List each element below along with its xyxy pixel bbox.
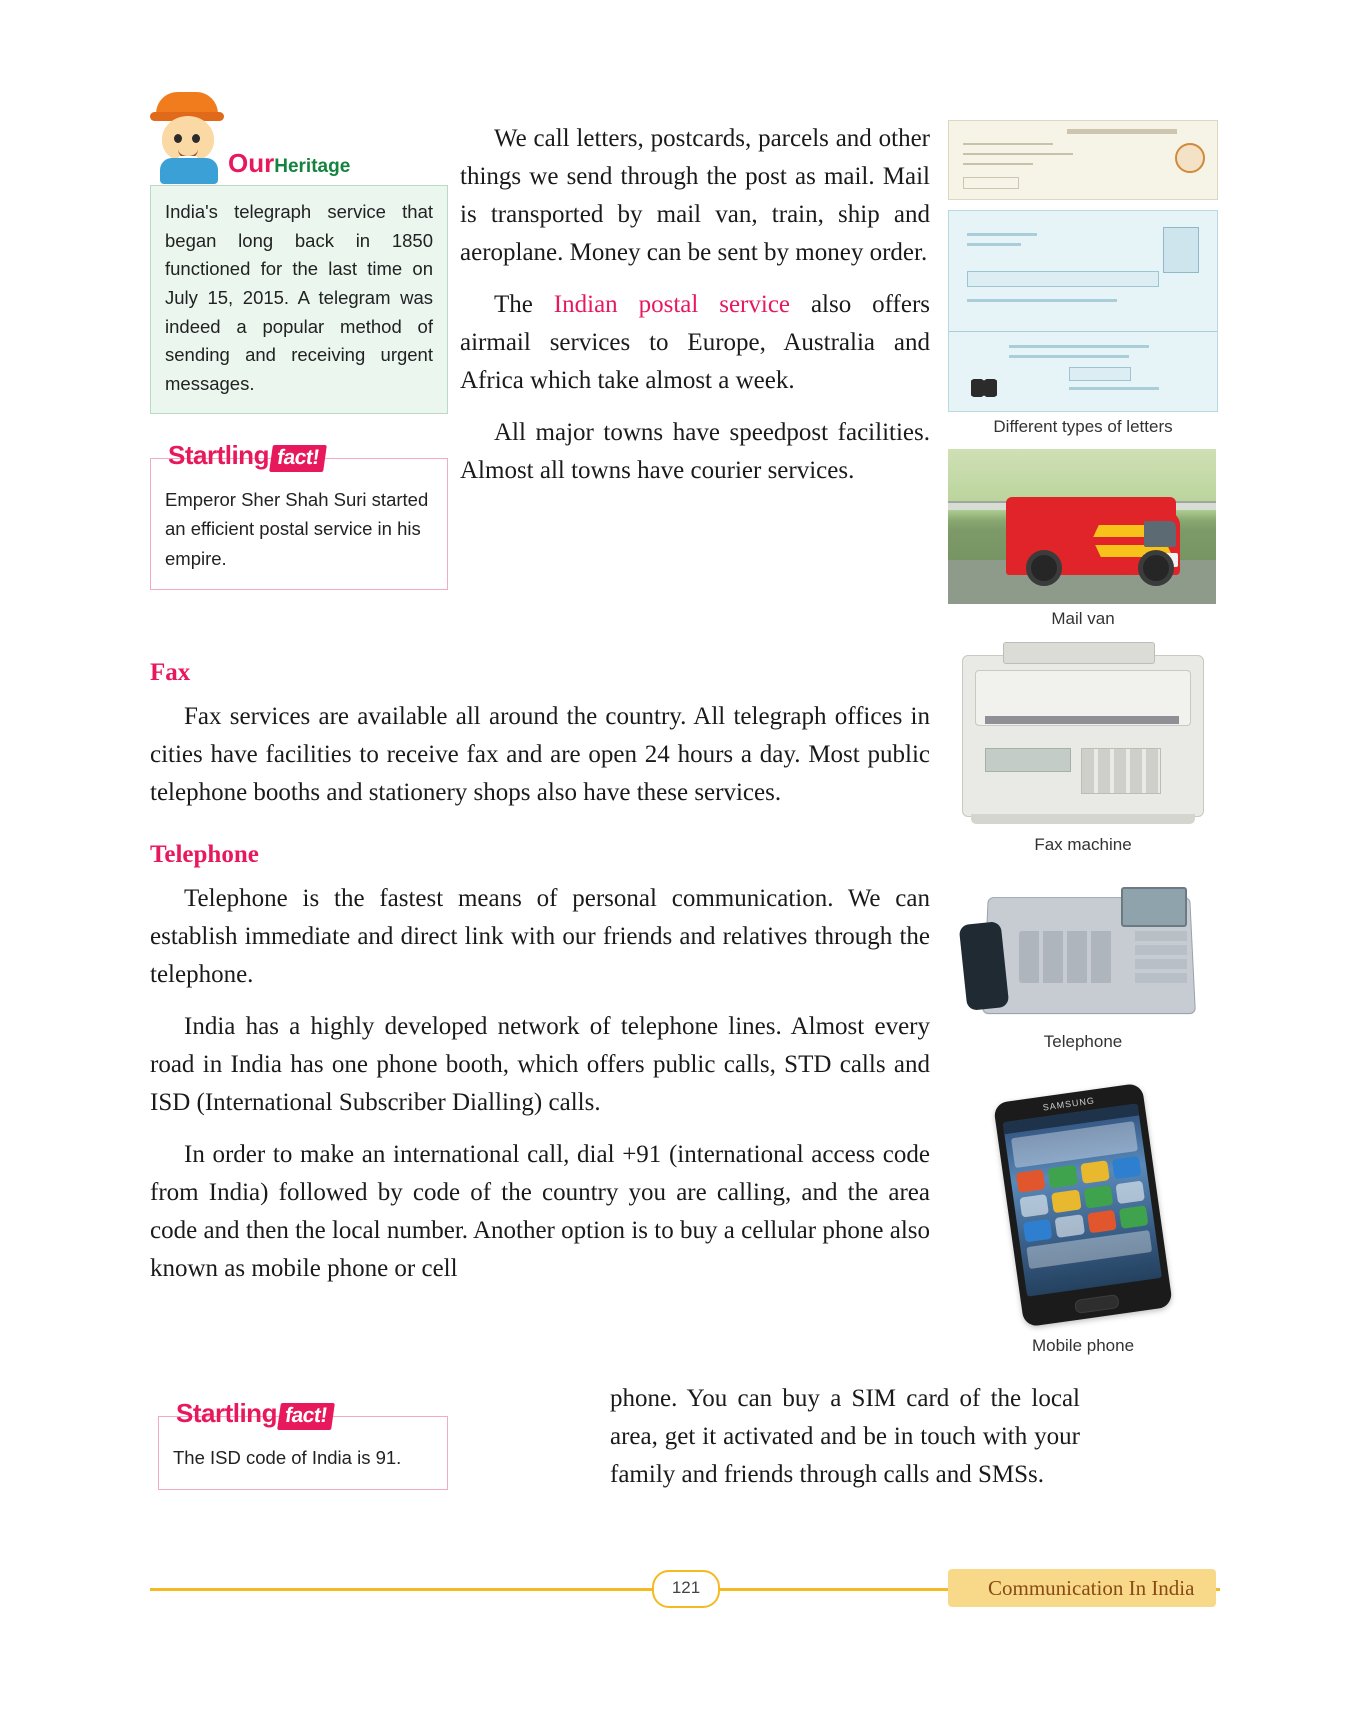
startling-fact-box-bottom <box>158 1398 448 1490</box>
paragraph-postal-pre: The <box>494 291 554 318</box>
left-sidebar-column <box>150 100 450 590</box>
startling-fact-header-bottom <box>158 1398 448 1434</box>
paragraph-fax: Fax services are available all around the country. All telegraph offices in cities have facilities to receive fax and are open 24 hours a day. Most public telephone booths and stationery shops also have these services. <box>150 703 930 806</box>
fact-badge-top: fact! <box>269 445 327 472</box>
startling-fact-body-top: Emperor Sher Shah Suri started an efficient postal service in his empire. <box>165 488 429 569</box>
postcard-seal-icon <box>1175 143 1205 173</box>
our-heritage-title-our: Our <box>228 148 275 178</box>
fax-section <box>150 648 930 826</box>
paragraph-telephone-1: Telephone is the fastest means of personal communication. We can establish immediate and direct link with our friends and relatives through the telephone. <box>150 885 930 988</box>
our-heritage-title-heritage: Heritage <box>274 156 351 177</box>
mobile-phone-image: SAMSUNG <box>993 1083 1173 1328</box>
figure-fax-machine <box>948 655 1218 855</box>
fact-badge-bottom: fact! <box>277 1403 335 1430</box>
figure-mobile-phone <box>948 1092 1218 1356</box>
our-heritage-title <box>228 148 350 179</box>
home-button <box>1074 1294 1120 1314</box>
our-heritage-header <box>150 100 448 185</box>
paragraph-postal-post: also offers airmail services to Europe, Australia and Africa which take almost a week. <box>460 291 931 394</box>
postage-stamp-icon <box>1163 227 1199 273</box>
our-heritage-box <box>150 100 448 414</box>
figure-letters <box>948 120 1218 437</box>
startling-fact-box-top <box>150 440 448 591</box>
heading-fax: Fax <box>150 659 191 686</box>
telephone-section <box>150 830 930 1302</box>
paragraph-telephone-3-continued: phone. You can buy a SIM card of the local area, get it activated and be in touch with your family and friends through calls and SMSs. <box>610 1385 1080 1488</box>
figure-caption-telephone: Telephone <box>1043 1032 1123 1051</box>
chapter-title-tab: Communication In India <box>948 1569 1216 1607</box>
paragraph-telephone-2: India has a highly developed network of telephone lines. Almost every road in India has one phone booth, which offers public calls, STD calls and ISD (International Subscriber Dialling) calls. <box>150 1013 930 1116</box>
butterfly-icon <box>971 379 997 397</box>
figure-caption-mail-van: Mail van <box>1051 609 1115 628</box>
paragraph-telephone-3: In order to make an international call, dial +91 (international access code from India) followed by code of the country you are calling, and the area code and then the local number. Another option is to buy a cellular phone also known as mobile phone or cell <box>150 1141 930 1282</box>
page-number: 121 <box>652 1570 720 1608</box>
postcard-image <box>948 120 1218 200</box>
paragraph-postal-service <box>460 286 930 400</box>
main-text-top-column <box>460 120 930 504</box>
paragraph-mail: We call letters, postcards, parcels and other things we send through the post as mail. Mail is transported by mail van, train, ship and aeroplane. Money can be sent by money order. <box>460 125 930 266</box>
figure-mail-van <box>948 449 1218 629</box>
our-heritage-body-text: India's telegraph service that began long back in 1850 functioned for the last time on July 15, 2015. A telegram was indeed a popular method of sending and receiving urgent messages. <box>150 185 448 414</box>
figure-telephone <box>948 877 1218 1052</box>
fax-machine-image <box>962 655 1204 817</box>
mail-van-image <box>948 449 1216 604</box>
figure-caption-mobile-phone: Mobile phone <box>1031 1336 1135 1355</box>
telephone-image <box>963 877 1203 1027</box>
paragraph-speedpost: All major towns have speedpost facilities. Almost all towns have courier services. <box>460 419 930 484</box>
startling-word-top: Startling <box>168 439 269 470</box>
figure-caption-letters: Different types of letters <box>993 417 1173 436</box>
inland-letter-image <box>948 210 1218 412</box>
figure-caption-fax-machine: Fax machine <box>1034 835 1132 854</box>
startling-fact-frame-top <box>150 458 448 591</box>
startling-fact-label-top <box>168 440 325 472</box>
startling-fact-label-bottom <box>176 1398 333 1430</box>
mascot-boy-icon <box>150 90 230 182</box>
startling-fact-body-bottom: The ISD code of India is 91. <box>173 1447 402 1468</box>
startling-word-bottom: Startling <box>176 1398 277 1428</box>
figure-column <box>948 120 1218 1368</box>
startling-fact-header-top <box>150 440 448 476</box>
indian-postal-service-highlight: Indian postal service <box>553 291 791 318</box>
heading-telephone: Telephone <box>150 841 259 868</box>
